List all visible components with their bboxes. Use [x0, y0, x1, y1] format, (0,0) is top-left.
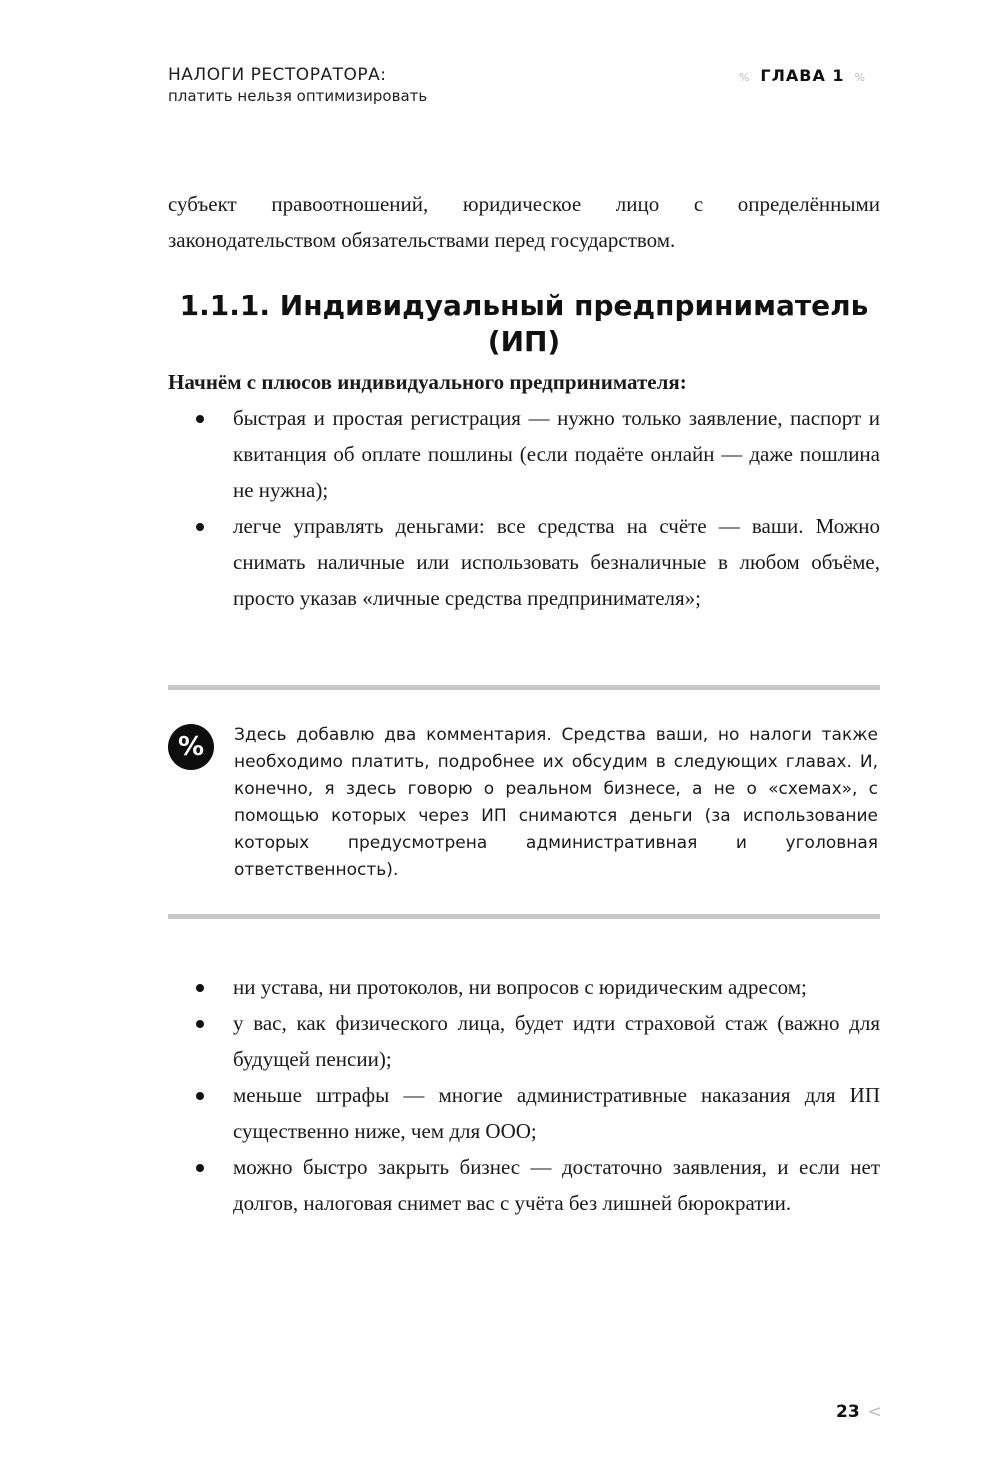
- bullet-list-second: [168, 969, 880, 1221]
- list-item-text: ни устава, ни протоколов, ни вопросов с юридическим адресом;: [233, 975, 807, 999]
- bullet-icon: [196, 984, 204, 992]
- page-number: [836, 1402, 882, 1422]
- section-heading-line: 1.1.1. Индивидуальный предприниматель: [179, 289, 869, 322]
- list-item-text: у вас, как физического лица, будет идти страховой стаж (важно для будущей пенсии);: [233, 1011, 880, 1071]
- page-number-value: 23: [836, 1402, 860, 1422]
- running-header: [168, 64, 880, 114]
- bullet-icon: [196, 1092, 204, 1100]
- book-subtitle: платить нельзя оптимизировать: [168, 87, 428, 105]
- list-item-text: меньше штрафы — многие административные наказания для ИП существенно ниже, чем для ООО;: [233, 1083, 880, 1143]
- bullet-icon: [196, 1020, 204, 1028]
- list-item: [168, 400, 880, 508]
- book-title: НАЛОГИ РЕСТОРАТОРА:: [168, 65, 387, 85]
- bullet-icon: [196, 415, 204, 423]
- section-heading-line: (ИП): [487, 325, 561, 358]
- bullet-list-first: [168, 400, 880, 616]
- bullet-icon: [196, 1164, 204, 1172]
- bullet-icon: [196, 523, 204, 531]
- list-item: [168, 1077, 880, 1149]
- percent-icon: %: [854, 71, 866, 84]
- list-item: [168, 969, 880, 1005]
- divider-bottom: [168, 914, 880, 919]
- lead-text: Начнём с плюсов индивидуального предпринимателя:: [168, 370, 687, 394]
- chapter-title: ГЛАВА 1: [760, 66, 845, 85]
- section-heading: [168, 288, 880, 360]
- chapter-label: [729, 66, 876, 85]
- list-item-text: можно быстро закрыть бизнес — достаточно заявления, и если нет долгов, налоговая снимет вас с учёта без лишней бюрократии.: [233, 1155, 880, 1215]
- list-item-text: легче управлять деньгами: все средства на счёте — ваши. Можно снимать наличные или использовать безналичные в любом объёме, просто указав «личные средства предпринимателя»;: [233, 514, 880, 610]
- comment-text: Здесь добавлю два комментария. Средства ваши, но налоги также необходимо платить, подробнее их обсудим в следующих главах. И, конечно, я здесь говорю о реальном бизнесе, а не о «схемах», с помощью которых через ИП снимаются деньги (за использование которых предусмотрена административная и уголовная ответственность).: [234, 725, 878, 880]
- list-item: [168, 1005, 880, 1077]
- intro-paragraph: субъект правоотношений, юридическое лицо с определёнными законодательством обязательствами перед государством.: [168, 192, 880, 252]
- divider-top: [168, 685, 880, 690]
- percent-icon: %: [738, 71, 751, 84]
- chevron-left-icon: <: [867, 1402, 882, 1422]
- list-item: [168, 1149, 880, 1221]
- list-item-text: быстрая и простая регистрация — нужно только заявление, паспорт и квитанция об оплате пошлины (если подаёте онлайн — даже пошлина не нужна);: [233, 406, 880, 502]
- percent-badge-icon: %: [168, 724, 214, 770]
- list-item: [168, 508, 880, 616]
